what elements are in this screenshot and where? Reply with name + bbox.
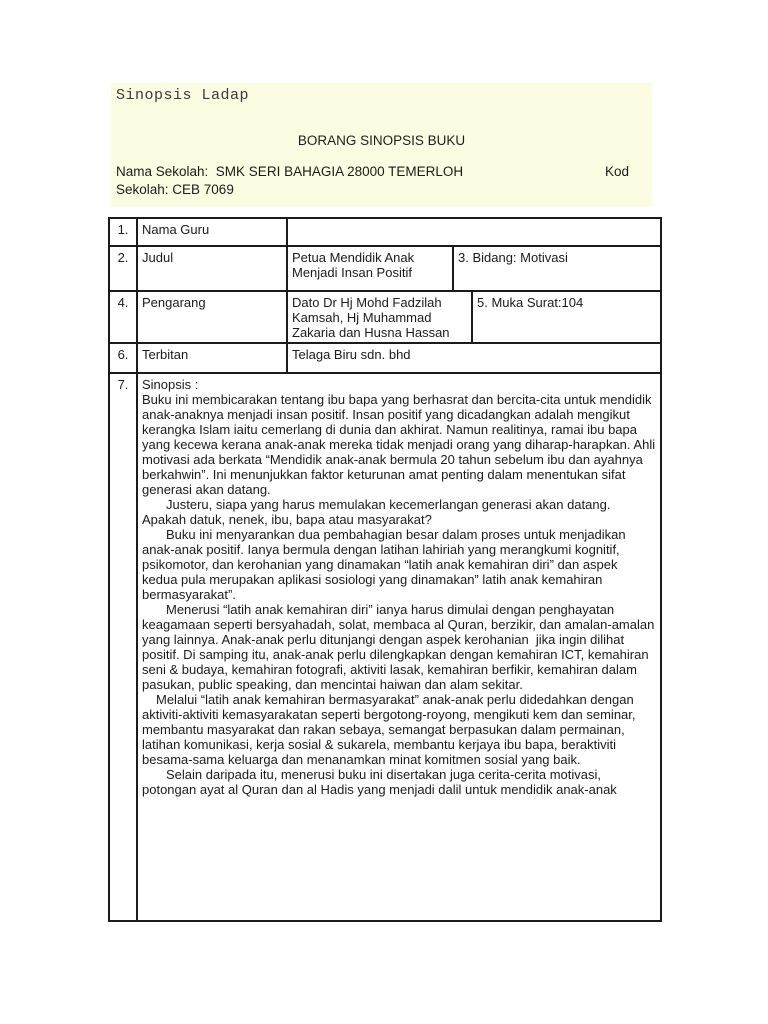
- field-value-judul: Petua Mendidik Anak Menjadi Insan Positif: [287, 246, 453, 291]
- synopsis-paragraph: Buku ini menyarankan dua pembahagian besar dalam proses untuk menjadikan anak-anak positif. Ianya bermula dengan latihan lahiriah yang merangkumi kognitif, psikomotor, dan kerohanian yang dinamakan “latih anak kemahiran diri” dan aspek kedua pula merupakan aplikasi sosiologi yang dinamakan” latih anak kemahiran bermasyarakat”.: [142, 527, 630, 602]
- school-name-text: Nama Sekolah: SMK SERI BAHAGIA 28000 TEMERLOH: [116, 164, 464, 179]
- synopsis-form-table: [108, 217, 662, 922]
- school-name-row: [116, 163, 647, 181]
- field-bidang: 3. Bidang: Motivasi: [453, 246, 661, 291]
- synopsis-cell: [137, 373, 661, 921]
- row-number: 4.: [109, 291, 137, 343]
- row-number: 7.: [109, 373, 137, 921]
- header-highlight-box: [111, 83, 652, 207]
- row-number: 1.: [109, 218, 137, 246]
- row-number: 2.: [109, 246, 137, 291]
- school-code-label: Kod: [604, 164, 629, 179]
- field-muka-surat: 5. Muka Surat:104: [472, 291, 661, 343]
- field-label-pengarang: Pengarang: [137, 291, 287, 343]
- form-title: BORANG SINOPSIS BUKU: [297, 133, 466, 148]
- field-label-judul: Judul: [137, 246, 287, 291]
- field-value-nama-guru: [287, 218, 661, 246]
- field-value-terbitan: Telaga Biru sdn. bhd: [287, 343, 661, 373]
- row-number: 6.: [109, 343, 137, 373]
- table-row-sinopsis: [109, 373, 661, 921]
- synopsis-paragraph: Justeru, siapa yang harus memulakan kecemerlangan generasi akan datang. Apakah datuk, nenek, ibu, bapa atau masyarakat?: [142, 497, 614, 527]
- synopsis-label: Sinopsis :: [142, 377, 199, 392]
- table-row-pengarang: [109, 291, 661, 343]
- school-code-text: Sekolah: CEB 7069: [116, 182, 234, 197]
- field-value-pengarang: Dato Dr Hj Mohd Fadzilah Kamsah, Hj Muhammad Zakaria dan Husna Hassan: [287, 291, 472, 343]
- synopsis-paragraph: Buku ini membicarakan tentang ibu bapa yang berhasrat dan bercita-cita untuk mendidik anak-anaknya menjadi insan positif. Insan positif yang dicadangkan adalah mengikut kerangka Islam iaitu cemerlang di dunia dan akhirat. Namun realitinya, ramai ibu bapa yang kecewa kerana anak-anak mereka tidak menjadi orang yang diharap-harapkan. Ahli motivasi ada berkata “Mendidik anak-anak bermula 20 tahun sebelum ibu dan ayahnya berkahwin”. Ini menunjukkan faktor keturunan amat penting dalam menentukan sifat generasi akan datang.: [142, 392, 659, 497]
- field-label-nama-guru: Nama Guru: [137, 218, 287, 246]
- synopsis-paragraph: Menerusi “latih anak kemahiran diri” ianya harus dimulai dengan penghayatan keagamaan seperti bersyahadah, solat, membaca al Quran, berzikir, dan amalan-amalan yang lainnya. Anak-anak perlu ditunjangi dengan aspek kerohanian jika ingin dilihat positif. Di samping itu, anak-anak perlu dilengkapkan dengan kemahiran ICT, kemahiran seni & budaya, kemahiran fotografi, aktiviti lasak, kemahiran berfikir, kemahiran dalam pasukan, public speaking, dan mencintai haiwan dan alam sekitar.: [142, 602, 658, 692]
- table-row-terbitan: [109, 343, 661, 373]
- field-label-terbitan: Terbitan: [137, 343, 287, 373]
- synopsis-paragraph: Selain daripada itu, menerusi buku ini disertakan juga cerita-cerita motivasi, potongan ayat al Quran dan al Hadis yang menjadi dalil untuk mendidik anak-anak: [142, 767, 617, 797]
- doc-title: Sinopsis Ladap: [116, 87, 250, 104]
- table-row-judul: [109, 246, 661, 291]
- table-row-nama-guru: [109, 218, 661, 246]
- synopsis-paragraph: Melalui “latih anak kemahiran bermasyarakat” anak-anak perlu didedahkan dengan aktiviti-aktiviti kemasyarakatan seperti bergotong-royong, mengikuti kem dan seminar, membantu masyarakat dan rakan sebaya, semangat berpasukan dalam permainan, latihan komunikasi, kerja sosial & sukarela, membantu kerjaya ibu bapa, beraktiviti besama-sama keluarga dan menanamkan minat komitmen sosial yang baik.: [142, 692, 640, 767]
